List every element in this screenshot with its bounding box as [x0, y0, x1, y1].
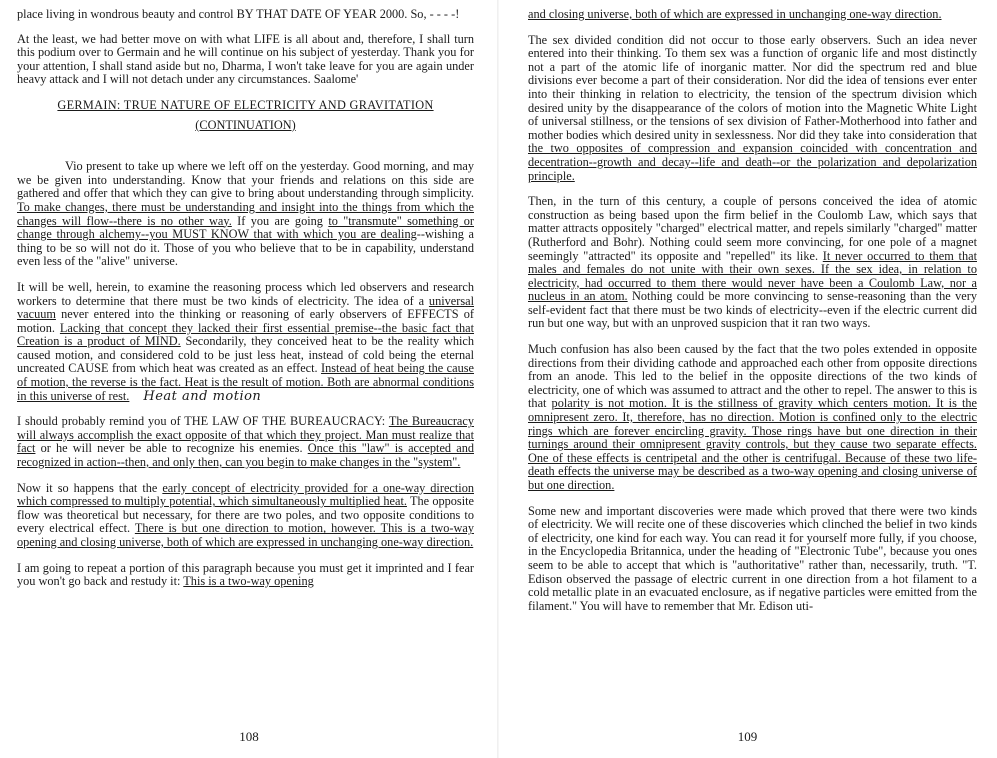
text-run: or he will never be able to recognize his enemies.	[35, 441, 308, 456]
chapter-heading: GERMAIN: TRUE NATURE OF ELECTRICITY AND GRAVITATION	[57, 97, 434, 112]
underlined-text: There is but one direction to motion, however. This is a two-way opening and closing universe, both of which are expressed in unchanging one-way direction.	[17, 521, 474, 549]
text-run: If you are going	[231, 213, 329, 228]
text-run: The sex divided condition did not occur to those early observers. Such an idea never entered into their thinking. To them sex was a function of organic life and most distinctly not a part of the atomic life of inorganic matter. Nor did the spectrum red and blue divisions ever become a part of their consideration. Nor did the idea of tensions ever enter into their thinking in relation to electricity, the tension of the spectrum division which desired unity by the disappearance of the colors of motion into the Magnetic White Light of universal stillness, or the tensions of sex division of Father-Motherhood into father and mother bodies which desired unity in sexlessness. Nor did they take into consideration that	[528, 32, 977, 142]
underlined-text: and closing universe, both of which are expressed in unchanging one-way direction.	[528, 7, 942, 21]
underlined-text: Lacking that concept they lacked their first essential premise--the basic fact that Creation is a product of MIND.	[17, 320, 475, 349]
text-run: It will be well, herein, to examine the reasoning process which led observers and research workers to determine that there must be two kinds of electricity. The idea of a	[17, 279, 474, 308]
paragraph	[17, 281, 474, 403]
text-run: I should probably remind you of THE LAW OF THE BUREAUCRACY:	[17, 414, 389, 429]
paragraph	[528, 195, 977, 331]
underlined-text: This is a two-way opening	[183, 574, 314, 589]
underlined-text: to "transmute" something or change through alchemy--you MUST KNOW that with which you are dealing	[17, 213, 474, 242]
text-run: Vio present to take up where we left off on the yesterday. Good morning, and may we be given into understanding. Know that your friends and relations on this side are gathered and offer that which they can give to bring about understanding through simplicity.	[17, 159, 474, 201]
left-page	[0, 0, 498, 758]
text-run: Then, in the turn of this century, a couple of persons conceived the idea of atomic construction as being based upon the firm belief in the Coulomb Law, which says that matter attracts oppositely "charged" electrical matter, and repels similarly "charged" matter (Rutherford and Bohr). Nothing could seem more convincing, for one pole of a magnet seemingly "attracted" its opposite and "repelled" its like.	[528, 194, 977, 263]
paragraph: Some new and important discoveries were made which proved that there were two kinds of electricity. We will recite one of these discoveries which clinched the belief in two kinds of electricity, one kind for each way. You can read it for yourself more fully, if you choose, in the Encyclopedia Britannica, under the heading of "Electronic Tube", because you ones seem to be able to accept that which is "authoritative" rather than, necessarily, truth. "T. Edison observed the passage of electric current in one direction from a hot filament to a cold metallic plate in an evacuated enclosure, as if negative particles were emitted from the filament." You will have to remember that Mr. Edison uti-	[528, 503, 977, 613]
paragraph	[528, 8, 977, 22]
handwritten-annotation: Heat and motion	[143, 388, 262, 404]
underlined-text: universal vacuum	[17, 293, 474, 322]
page-number: 109	[737, 729, 758, 745]
underlined-text: To make changes, there must be understanding and insight into the things from which the changes will flow--there is no other way.	[17, 199, 474, 228]
paragraph: At the least, we had better move on with what LIFE is all about and, therefore, I shall turn this podium over to Germain and he will continue on his subject of yesterday. Thank you for your attention, I shall stand aside but no, Dharma, I won't take leave for you are again under heavy attack and I will not detach under any circumstances. Saalome'	[17, 31, 474, 87]
chapter-subheading: (CONTINUATION)	[195, 117, 296, 132]
page-number: 108	[239, 729, 259, 745]
paragraph	[17, 415, 474, 469]
text-run: The opposite flow was theoretical but necessary, for there are two poles, and two opposite conditions to every electrical effect.	[17, 494, 475, 536]
underlined-text: Once this "law" is accepted and recognized in action--then, and only then, can you begin to make changes in the "system".	[17, 441, 474, 470]
text-run: Much confusion has also been caused by the fact that the two poles extended in opposite directions from their dividing cathode and approached each other from opposite directions from an anode. This led to the belief in the opposite directions of the two kinds of electricity, one of which was assumed to attract and the other to repel. The answer to this is that	[528, 342, 977, 411]
right-page	[498, 0, 997, 758]
paragraph	[17, 160, 474, 269]
underlined-text: It never occurred to them that males and females do not unite with their own sexes. If the sex idea, in relation to electricity, had occurred to them there would never have been a Coulomb Law, nor a nucleus in an atom.	[528, 248, 977, 304]
paragraph	[17, 482, 474, 550]
text-run: --wishing a thing to be so will not do it. Those of you who believe that to be in capability, understand even less of the "alive" universe.	[17, 227, 475, 269]
text-run: Now it so happens that the	[17, 480, 163, 495]
underlined-text: polarity is not motion. It is the stillness of gravity which centers motion. It is the omnipresent zero. It, therefore, has no direction. Motion is confined only to the electric rings which are forever encircling gravity. Those rings have but one direction in their turnings around their omnipresent gravity controls, but they cause two separate effects. One of these effects is centripetal and the other is centrifugal. Because of these two life-death effects the universe may be described as a two-way opening and closing universe of but one direction.	[528, 396, 977, 492]
paragraph	[528, 34, 977, 184]
underlined-text: early concept of electricity provided for a one-way direction which compressed to multiply potential, which simultaneously multiplied heat.	[17, 480, 474, 509]
underlined-text: The Bureaucracy will always accomplish the exact opposite of that which they project. Man must realize that fact	[17, 414, 474, 456]
paragraph	[528, 343, 977, 493]
text-run: never entered into the thinking or reasoning of early observers of EFFECTS of motion.	[17, 307, 474, 335]
underlined-text: the two opposites of compression and expansion coincided with concentration and decentration--growth and decay--life and death--or the polarization and depolarization principle.	[528, 141, 977, 183]
paragraph	[17, 562, 474, 589]
paragraph: place living in wondrous beauty and control BY THAT DATE OF YEAR 2000. So, - - - -!	[17, 7, 460, 21]
text-run: Nothing could be more convincing to sense-reasoning than the very self-evident fact that there must be two kinds of electricity--even if the electric current did run but one way, but with an unproved suspicion that it ran two ways.	[528, 289, 977, 331]
text-run: Secondarily, they conceived heat to be the reality which caused motion, and considered cold to be just less heat, instead of cold being the eternal uncreated CAUSE from which heat was created as an effect.	[17, 334, 475, 376]
text-run: I am going to repeat a portion of this paragraph because you must get it imprinted and I fear you won't go back and restudy it:	[17, 560, 474, 589]
underlined-text: Instead of heat being the cause of motion, the reverse is the fact. Heat is the result of motion. Both are abnormal conditions in this universe of rest.	[17, 361, 474, 403]
